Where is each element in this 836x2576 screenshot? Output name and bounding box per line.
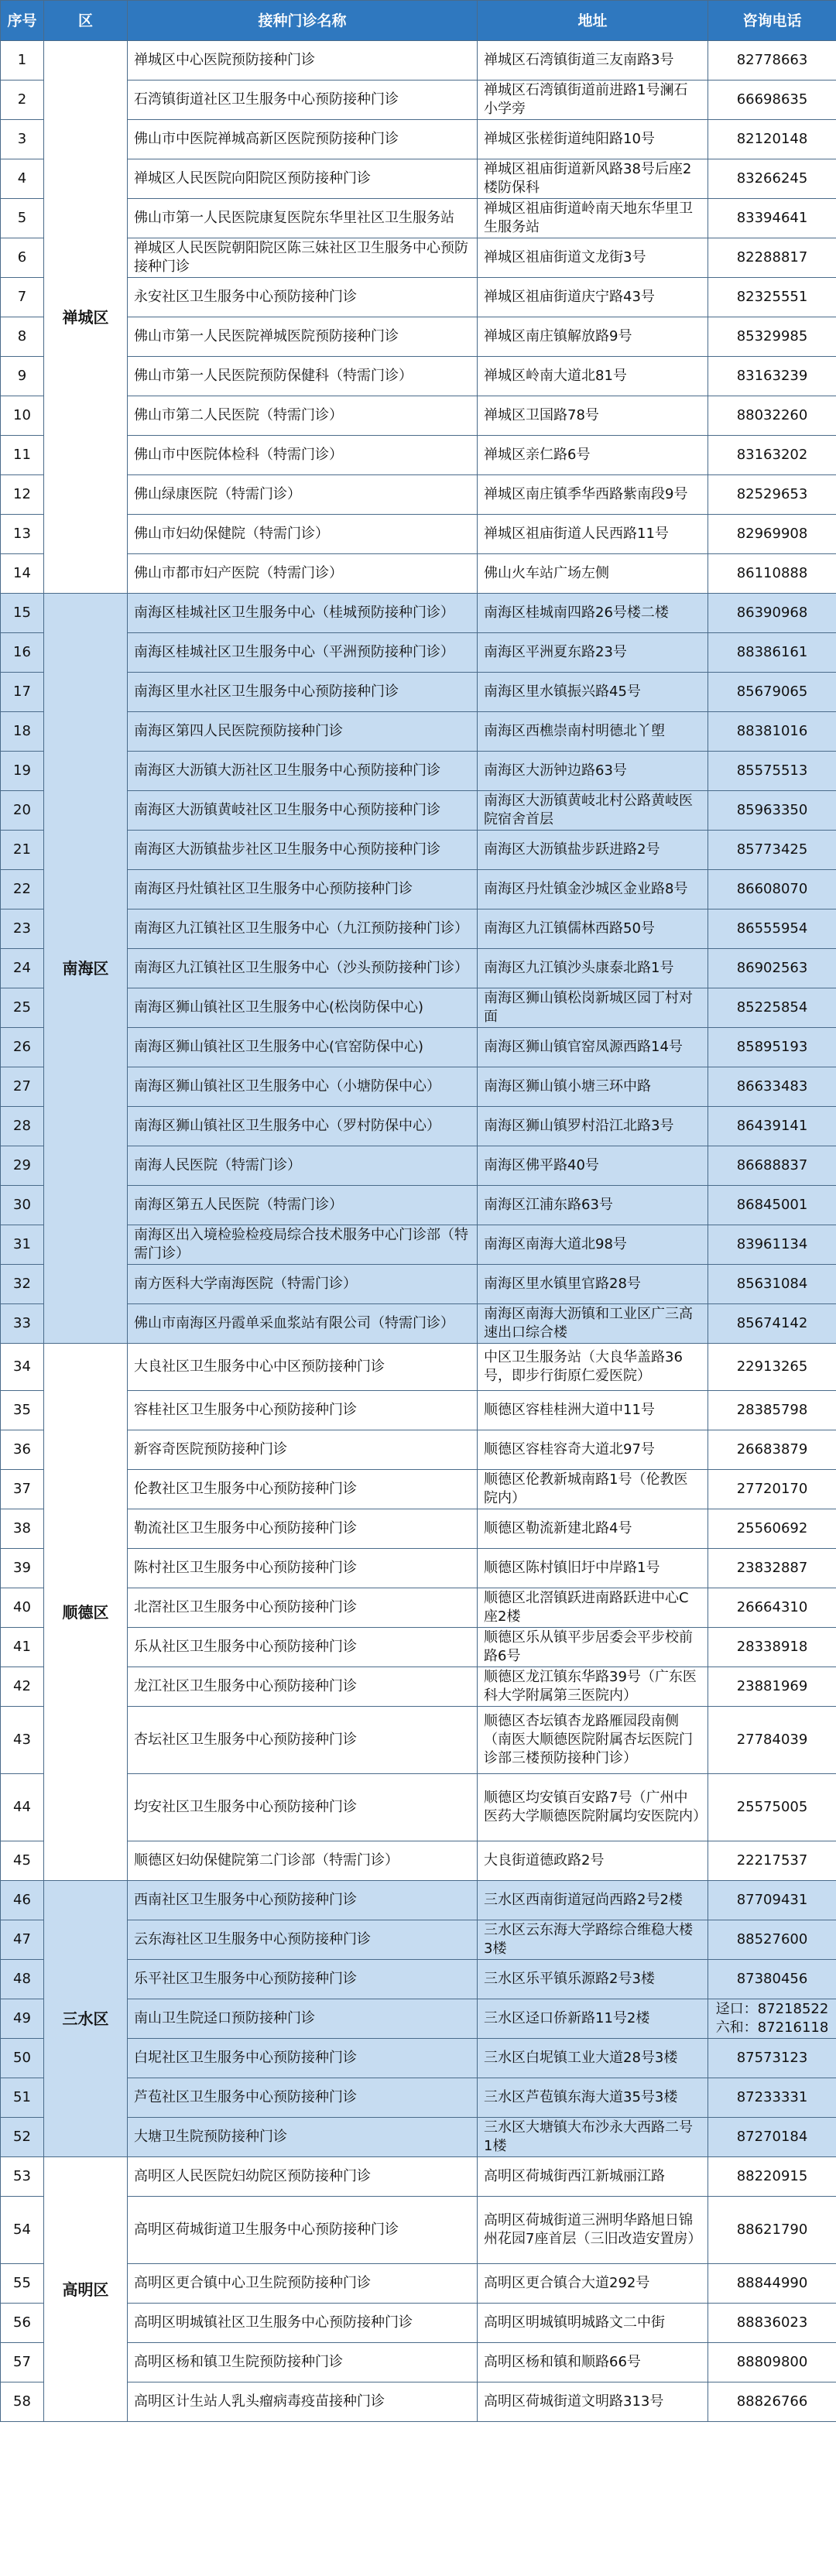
clinic-phone: 82325551: [708, 278, 836, 317]
row-index: 20: [1, 791, 44, 831]
row-index: 34: [1, 1344, 44, 1391]
row-index: 31: [1, 1225, 44, 1265]
clinic-address: 南海区里水镇里官路28号: [478, 1265, 708, 1304]
table-body: [1, 41, 836, 2422]
district-cell: 高明区: [44, 2157, 128, 2422]
row-index: 49: [1, 1999, 44, 2039]
clinic-phone: 66698635: [708, 80, 836, 120]
row-index: 6: [1, 238, 44, 278]
clinic-name: 佛山市妇幼保健院（特需门诊）: [128, 515, 478, 554]
clinic-phone: 86555954: [708, 909, 836, 949]
row-index: 46: [1, 1881, 44, 1920]
row-index: 25: [1, 988, 44, 1028]
clinic-name: 佛山市南海区丹霞单采血浆站有限公司（特需门诊）: [128, 1304, 478, 1344]
clinic-name: 高明区人民医院妇幼院区预防接种门诊: [128, 2157, 478, 2197]
clinic-address: 佛山火车站广场左侧: [478, 554, 708, 594]
row-index: 9: [1, 357, 44, 396]
district-cell: 顺德区: [44, 1344, 128, 1881]
clinic-name: 禅城区人民医院朝阳院区陈三妹社区卫生服务中心预防接种门诊: [128, 238, 478, 278]
row-index: 58: [1, 2382, 44, 2422]
clinic-address: 南海区桂城南四路26号楼二楼: [478, 594, 708, 633]
clinic-name: 高明区明城镇社区卫生服务中心预防接种门诊: [128, 2304, 478, 2343]
clinic-name: 南海区狮山镇社区卫生服务中心(官窑防保中心): [128, 1028, 478, 1067]
clinic-address: 禅城区岭南大道北81号: [478, 357, 708, 396]
clinic-name: 南海区丹灶镇社区卫生服务中心预防接种门诊: [128, 870, 478, 909]
clinic-name: 南海区九江镇社区卫生服务中心（沙头预防接种门诊）: [128, 949, 478, 988]
table-row: [1, 1344, 836, 1391]
clinic-phone: 23881969: [708, 1667, 836, 1707]
header-address: 地址: [478, 1, 708, 41]
clinic-phone: 83163202: [708, 436, 836, 475]
clinic-address: 中区卫生服务站（大良华盖路36号，即步行街原仁爱医院）: [478, 1344, 708, 1391]
clinic-name: 南海区狮山镇社区卫生服务中心（罗村防保中心）: [128, 1107, 478, 1146]
clinic-name: 乐从社区卫生服务中心预防接种门诊: [128, 1628, 478, 1667]
clinic-address: 南海区里水镇振兴路45号: [478, 673, 708, 712]
row-index: 57: [1, 2343, 44, 2382]
row-index: 19: [1, 752, 44, 791]
clinic-phone: 85963350: [708, 791, 836, 831]
district-cell: 南海区: [44, 594, 128, 1344]
clinic-phone: 86633483: [708, 1067, 836, 1107]
clinic-phone: 86439141: [708, 1107, 836, 1146]
clinic-name: 佛山市第一人民医院禅城医院预防接种门诊: [128, 317, 478, 357]
clinic-address: 高明区杨和镇和顺路66号: [478, 2343, 708, 2382]
clinic-address: 南海区狮山镇罗村沿江北路3号: [478, 1107, 708, 1146]
row-index: 12: [1, 475, 44, 515]
row-index: 47: [1, 1920, 44, 1960]
clinic-phone: 83961134: [708, 1225, 836, 1265]
row-index: 29: [1, 1146, 44, 1186]
clinic-name: 永安社区卫生服务中心预防接种门诊: [128, 278, 478, 317]
row-index: 35: [1, 1391, 44, 1430]
row-index: 4: [1, 159, 44, 199]
clinic-phone: 87709431: [708, 1881, 836, 1920]
table-row: [1, 594, 836, 633]
clinic-address: 禅城区南庄镇解放路9号: [478, 317, 708, 357]
row-index: 38: [1, 1509, 44, 1549]
clinic-phone: 88844990: [708, 2264, 836, 2304]
clinic-name: 南方医科大学南海医院（特需门诊）: [128, 1265, 478, 1304]
clinic-address: 南海区平洲夏东路23号: [478, 633, 708, 673]
row-index: 18: [1, 712, 44, 752]
clinic-name: 南海区九江镇社区卫生服务中心（九江预防接种门诊）: [128, 909, 478, 949]
row-index: 8: [1, 317, 44, 357]
clinic-phone: 82529653: [708, 475, 836, 515]
clinic-name: 南海区狮山镇社区卫生服务中心（小塘防保中心）: [128, 1067, 478, 1107]
clinic-address: 顺德区杏坛镇杏龙路雁园段南侧（南医大顺德医院附属杏坛医院门诊部三楼预防接种门诊）: [478, 1707, 708, 1774]
clinic-name: 高明区更合镇中心卫生院预防接种门诊: [128, 2264, 478, 2304]
row-index: 50: [1, 2039, 44, 2078]
clinic-address: 禅城区亲仁路6号: [478, 436, 708, 475]
clinic-address: 禅城区卫国路78号: [478, 396, 708, 436]
header-phone: 咨询电话: [708, 1, 836, 41]
row-index: 2: [1, 80, 44, 120]
district-cell: 三水区: [44, 1881, 128, 2157]
row-index: 43: [1, 1707, 44, 1774]
table-header: [1, 1, 836, 41]
clinic-name: 佛山市第二人民医院（特需门诊）: [128, 396, 478, 436]
row-index: 13: [1, 515, 44, 554]
clinic-name: 南海区大沥镇黄岐社区卫生服务中心预防接种门诊: [128, 791, 478, 831]
clinic-phone: 85575513: [708, 752, 836, 791]
clinic-address: 南海区佛平路40号: [478, 1146, 708, 1186]
clinic-address: 三水区云东海大学路综合维稳大楼3楼: [478, 1920, 708, 1960]
clinic-address: 顺德区龙江镇东华路39号（广东医科大学附属第三医院内）: [478, 1667, 708, 1707]
clinic-phone: 86390968: [708, 594, 836, 633]
clinic-address: 三水区乐平镇乐源路2号3楼: [478, 1960, 708, 1999]
clinic-phone: 88826766: [708, 2382, 836, 2422]
clinic-address: 禅城区祖庙街道人民西路11号: [478, 515, 708, 554]
row-index: 37: [1, 1470, 44, 1509]
row-index: 45: [1, 1841, 44, 1881]
row-index: 24: [1, 949, 44, 988]
row-index: 17: [1, 673, 44, 712]
row-index: 44: [1, 1774, 44, 1841]
clinic-name: 勒流社区卫生服务中心预防接种门诊: [128, 1509, 478, 1549]
clinic-name: 南海区大沥镇盐步社区卫生服务中心预防接种门诊: [128, 831, 478, 870]
clinic-address: 南海区南海大沥镇和工业区广三高速出口综合楼: [478, 1304, 708, 1344]
clinic-name: 南海区第四人民医院预防接种门诊: [128, 712, 478, 752]
clinic-name: 石湾镇街道社区卫生服务中心预防接种门诊: [128, 80, 478, 120]
row-index: 27: [1, 1067, 44, 1107]
clinic-name: 新容奇医院预防接种门诊: [128, 1430, 478, 1470]
clinic-address: 顺德区乐从镇平步居委会平步校前路6号: [478, 1628, 708, 1667]
clinic-phone: 86845001: [708, 1186, 836, 1225]
row-index: 55: [1, 2264, 44, 2304]
clinic-name: 南山卫生院迳口预防接种门诊: [128, 1999, 478, 2039]
clinic-phone: 86688837: [708, 1146, 836, 1186]
row-index: 5: [1, 199, 44, 238]
row-index: 36: [1, 1430, 44, 1470]
table-row: [1, 41, 836, 80]
clinic-address: 三水区芦苞镇东海大道35号3楼: [478, 2078, 708, 2118]
row-index: 7: [1, 278, 44, 317]
clinic-phone: 87233331: [708, 2078, 836, 2118]
clinic-phone: 85674142: [708, 1304, 836, 1344]
clinic-address: 禅城区祖庙街道岭南天地东华里卫生服务站: [478, 199, 708, 238]
clinic-phone: 88527600: [708, 1920, 836, 1960]
row-index: 1: [1, 41, 44, 80]
clinic-name: 佛山市中医院禅城高新区医院预防接种门诊: [128, 120, 478, 159]
clinic-address: 顺德区均安镇百安路7号（广州中医药大学顺德医院附属均安医院内）: [478, 1774, 708, 1841]
clinic-name: 佛山市中医院体检科（特需门诊）: [128, 436, 478, 475]
clinic-phone: 87270184: [708, 2118, 836, 2157]
row-index: 39: [1, 1549, 44, 1588]
clinic-name: 佛山市第一人民医院预防保健科（特需门诊）: [128, 357, 478, 396]
clinic-name: 西南社区卫生服务中心预防接种门诊: [128, 1881, 478, 1920]
clinic-name: 大塘卫生院预防接种门诊: [128, 2118, 478, 2157]
clinic-name: 白坭社区卫生服务中心预防接种门诊: [128, 2039, 478, 2078]
row-index: 21: [1, 831, 44, 870]
clinic-address: 南海区狮山镇小塘三环中路: [478, 1067, 708, 1107]
clinic-name: 高明区荷城街道卫生服务中心预防接种门诊: [128, 2197, 478, 2264]
clinic-name: 云东海社区卫生服务中心预防接种门诊: [128, 1920, 478, 1960]
clinic-name: 南海区第五人民医院（特需门诊）: [128, 1186, 478, 1225]
header-index: 序号: [1, 1, 44, 41]
clinic-address: 高明区荷城街道文明路313号: [478, 2382, 708, 2422]
clinic-name: 佛山绿康医院（特需门诊）: [128, 475, 478, 515]
clinic-address: 三水区迳口侨新路11号2楼: [478, 1999, 708, 2039]
clinic-phone: 25575005: [708, 1774, 836, 1841]
clinic-name: 高明区杨和镇卫生院预防接种门诊: [128, 2343, 478, 2382]
row-index: 42: [1, 1667, 44, 1707]
clinic-name: 龙江社区卫生服务中心预防接种门诊: [128, 1667, 478, 1707]
clinic-name: 北滘社区卫生服务中心预防接种门诊: [128, 1588, 478, 1628]
clinic-phone: 88032260: [708, 396, 836, 436]
row-index: 53: [1, 2157, 44, 2197]
clinic-name: 禅城区中心医院预防接种门诊: [128, 41, 478, 80]
row-index: 54: [1, 2197, 44, 2264]
clinic-name: 南海区里水社区卫生服务中心预防接种门诊: [128, 673, 478, 712]
clinic-phone: 23832887: [708, 1549, 836, 1588]
clinic-phone: 88381016: [708, 712, 836, 752]
clinic-address: 高明区荷城街西江新城丽江路: [478, 2157, 708, 2197]
header-clinic-name: 接种门诊名称: [128, 1, 478, 41]
row-index: 48: [1, 1960, 44, 1999]
clinic-phone: 26683879: [708, 1430, 836, 1470]
district-cell: 禅城区: [44, 41, 128, 594]
clinic-address: 南海区大沥镇黄岐北村公路黄岐医院宿舍首层: [478, 791, 708, 831]
row-index: 16: [1, 633, 44, 673]
clinic-name: 伦教社区卫生服务中心预防接种门诊: [128, 1470, 478, 1509]
row-index: 22: [1, 870, 44, 909]
clinic-phone: 27720170: [708, 1470, 836, 1509]
clinic-name: 南海区大沥镇大沥社区卫生服务中心预防接种门诊: [128, 752, 478, 791]
row-index: 26: [1, 1028, 44, 1067]
clinic-phone: 83163239: [708, 357, 836, 396]
clinic-phone: 27784039: [708, 1707, 836, 1774]
clinic-phone: 88220915: [708, 2157, 836, 2197]
clinic-name: 芦苞社区卫生服务中心预防接种门诊: [128, 2078, 478, 2118]
clinic-phone: 85895193: [708, 1028, 836, 1067]
row-index: 30: [1, 1186, 44, 1225]
clinic-name: 均安社区卫生服务中心预防接种门诊: [128, 1774, 478, 1841]
header-district: 区: [44, 1, 128, 41]
clinic-phone: 26664310: [708, 1588, 836, 1628]
clinic-address: 三水区西南街道冠尚西路2号2楼: [478, 1881, 708, 1920]
clinic-phone: 88621790: [708, 2197, 836, 2264]
clinic-address: 禅城区祖庙街道新风路38号后座2楼防保科: [478, 159, 708, 199]
row-index: 51: [1, 2078, 44, 2118]
clinic-address: 三水区大塘镇大布沙永大西路二号1楼: [478, 2118, 708, 2157]
clinic-address: 南海区大沥镇盐步跃进路2号: [478, 831, 708, 870]
row-index: 52: [1, 2118, 44, 2157]
clinic-name: 容桂社区卫生服务中心预防接种门诊: [128, 1391, 478, 1430]
clinic-phone: 86902563: [708, 949, 836, 988]
clinic-phone: 82288817: [708, 238, 836, 278]
clinic-phone: 28385798: [708, 1391, 836, 1430]
row-index: 28: [1, 1107, 44, 1146]
clinic-name: 南海人民医院（特需门诊）: [128, 1146, 478, 1186]
clinic-phone: 22217537: [708, 1841, 836, 1881]
clinic-address: 南海区丹灶镇金沙城区金业路8号: [478, 870, 708, 909]
clinic-address: 顺德区容桂桂洲大道中11号: [478, 1391, 708, 1430]
clinic-name: 佛山市都市妇产医院（特需门诊）: [128, 554, 478, 594]
table-row: [1, 2157, 836, 2197]
clinic-phone: 88386161: [708, 633, 836, 673]
row-index: 41: [1, 1628, 44, 1667]
clinic-phone: 85631084: [708, 1265, 836, 1304]
clinic-address: 南海区九江镇儒林西路50号: [478, 909, 708, 949]
clinic-phone: 82778663: [708, 41, 836, 80]
clinic-phone: 85679065: [708, 673, 836, 712]
clinic-address: 顺德区陈村镇旧圩中岸路1号: [478, 1549, 708, 1588]
clinic-phone: 25560692: [708, 1509, 836, 1549]
clinic-address: 顺德区北滘镇跃进南路跃进中心C座2楼: [478, 1588, 708, 1628]
clinic-phone: 82969908: [708, 515, 836, 554]
clinic-phone: 87573123: [708, 2039, 836, 2078]
clinic-name: 杏坛社区卫生服务中心预防接种门诊: [128, 1707, 478, 1774]
clinic-address: 南海区西樵崇南村明德北丫塱: [478, 712, 708, 752]
clinic-name: 禅城区人民医院向阳院区预防接种门诊: [128, 159, 478, 199]
clinic-address: 高明区荷城街道三洲明华路旭日锦州花园7座首层（三旧改造安置房）: [478, 2197, 708, 2264]
clinic-phone: 28338918: [708, 1628, 836, 1667]
clinic-address: 高明区明城镇明城路文二中街: [478, 2304, 708, 2343]
clinic-phone: 85329985: [708, 317, 836, 357]
clinic-name: 佛山市第一人民医院康复医院东华里社区卫生服务站: [128, 199, 478, 238]
row-index: 40: [1, 1588, 44, 1628]
clinic-phone: 22913265: [708, 1344, 836, 1391]
clinic-address: 禅城区南庄镇季华西路紫南段9号: [478, 475, 708, 515]
clinic-address: 顺德区勒流新建北路4号: [478, 1509, 708, 1549]
clinic-address: 高明区更合镇合大道292号: [478, 2264, 708, 2304]
row-index: 56: [1, 2304, 44, 2343]
clinic-name: 大良社区卫生服务中心中区预防接种门诊: [128, 1344, 478, 1391]
clinic-address: 三水区白坭镇工业大道28号3楼: [478, 2039, 708, 2078]
clinic-phone: 85773425: [708, 831, 836, 870]
clinic-address: 南海区狮山镇松岗新城区园丁村对面: [478, 988, 708, 1028]
clinic-address: 禅城区石湾镇街道前进路1号澜石小学旁: [478, 80, 708, 120]
row-index: 23: [1, 909, 44, 949]
row-index: 3: [1, 120, 44, 159]
clinic-name: 陈村社区卫生服务中心预防接种门诊: [128, 1549, 478, 1588]
clinic-phone: 86110888: [708, 554, 836, 594]
clinic-name: 高明区计生站人乳头瘤病毒疫苗接种门诊: [128, 2382, 478, 2422]
clinic-address: 顺德区容桂容奇大道北97号: [478, 1430, 708, 1470]
clinic-phone: 87380456: [708, 1960, 836, 1999]
row-index: 15: [1, 594, 44, 633]
clinic-phone: 86608070: [708, 870, 836, 909]
clinic-address: 大良街道德政路2号: [478, 1841, 708, 1881]
clinic-phone: 82120148: [708, 120, 836, 159]
clinic-phone: 迳口：87218522 六和：87216118: [708, 1999, 836, 2039]
clinic-address: 禅城区石湾镇街道三友南路3号: [478, 41, 708, 80]
clinic-name: 南海区桂城社区卫生服务中心（平洲预防接种门诊）: [128, 633, 478, 673]
clinic-address: 禅城区张槎街道纯阳路10号: [478, 120, 708, 159]
clinic-address: 南海区狮山镇官窑凤源西路14号: [478, 1028, 708, 1067]
clinic-name: 南海区桂城社区卫生服务中心（桂城预防接种门诊）: [128, 594, 478, 633]
clinic-name: 乐平社区卫生服务中心预防接种门诊: [128, 1960, 478, 1999]
row-index: 14: [1, 554, 44, 594]
clinic-address: 南海区江浦东路63号: [478, 1186, 708, 1225]
table-row: [1, 1881, 836, 1920]
clinic-name: 南海区狮山镇社区卫生服务中心(松岗防保中心): [128, 988, 478, 1028]
clinic-phone: 83394641: [708, 199, 836, 238]
row-index: 33: [1, 1304, 44, 1344]
clinic-name: 顺德区妇幼保健院第二门诊部（特需门诊）: [128, 1841, 478, 1881]
clinic-phone: 88809800: [708, 2343, 836, 2382]
clinic-address: 禅城区祖庙街道文龙街3号: [478, 238, 708, 278]
row-index: 10: [1, 396, 44, 436]
clinic-name: 南海区出入境检验检疫局综合技术服务中心门诊部（特需门诊）: [128, 1225, 478, 1265]
clinic-address: 禅城区祖庙街道庆宁路43号: [478, 278, 708, 317]
row-index: 32: [1, 1265, 44, 1304]
clinic-phone: 85225854: [708, 988, 836, 1028]
clinic-address: 南海区南海大道北98号: [478, 1225, 708, 1265]
clinic-phone: 83266245: [708, 159, 836, 199]
row-index: 11: [1, 436, 44, 475]
clinic-phone: 88836023: [708, 2304, 836, 2343]
clinic-address: 南海区大沥钟边路63号: [478, 752, 708, 791]
clinic-address: 顺德区伦教新城南路1号（伦教医院内）: [478, 1470, 708, 1509]
clinic-address: 南海区九江镇沙头康泰北路1号: [478, 949, 708, 988]
